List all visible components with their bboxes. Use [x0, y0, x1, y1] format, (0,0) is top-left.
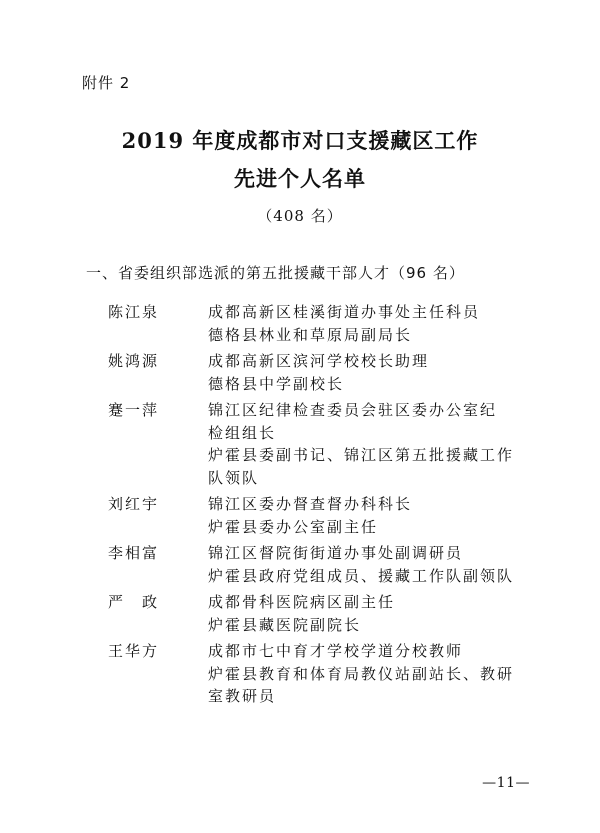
position-line: 炉霍县藏医院副院长: [208, 615, 362, 634]
person-name: 蹇一萍: [108, 401, 160, 419]
position-line: 成都高新区滨河学校校长助理: [208, 352, 430, 370]
position-line: 锦江区纪律检查委员会驻区委办公室纪: [208, 401, 498, 419]
list-item: [108, 350, 528, 395]
section-heading: 一、省委组织部选派的第五批援藏干部人才（96 名）: [86, 264, 465, 282]
person-positions: [208, 301, 528, 346]
document-title-line-2: 先进个人名单: [234, 166, 366, 191]
person-name: 王华方: [108, 642, 160, 660]
honoree-list: [108, 301, 528, 712]
list-item: [108, 640, 528, 708]
list-item: [108, 542, 528, 587]
person-positions: [208, 350, 528, 395]
person-positions: [208, 591, 528, 636]
page-number: —11—: [482, 775, 530, 791]
person-positions: [208, 493, 528, 538]
list-item: [108, 591, 528, 636]
position-line: 成都高新区桂溪街道办事处主任科员: [208, 303, 481, 321]
person-positions: [208, 542, 528, 587]
position-line: 炉霍县委办公室副主任: [208, 517, 379, 536]
position-line: 检组组长: [208, 423, 277, 442]
person-name: 刘红宇: [108, 495, 160, 513]
position-line: 成都骨科医院病区副主任: [208, 593, 396, 611]
position-line: 成都市七中育才学校学道分校教师: [208, 642, 464, 660]
person-positions: [208, 640, 528, 708]
list-item: [108, 493, 528, 538]
position-line: 炉霍县委副书记、锦江区第五批援藏工作: [208, 446, 515, 464]
position-line: 锦江区督院街街道办事处副调研员: [208, 544, 464, 562]
total-count: （408 名）: [257, 207, 343, 225]
document-title-line-1: 2019 年度成都市对口支援藏区工作: [121, 128, 479, 153]
list-item: [108, 301, 528, 346]
position-line: 炉霍县政府党组成员、援藏工作队副领队: [208, 566, 515, 585]
list-item: [108, 399, 528, 489]
position-line: 炉霍县教育和体育局教仪站副站长、教研: [208, 664, 515, 683]
position-line: 德格县林业和草原局副局长: [208, 325, 413, 344]
attachment-label: 附件 2: [82, 74, 131, 92]
person-name: 姚鸿源: [108, 352, 160, 370]
person-positions: [208, 399, 528, 489]
position-line: 锦江区委办督查督办科科长: [208, 495, 413, 513]
position-line: 德格县中学副校长: [208, 374, 345, 393]
person-name: 严 政: [108, 593, 160, 611]
person-name: 陈江泉: [108, 303, 160, 321]
position-line: 队领队: [208, 468, 260, 487]
person-name: 李相富: [108, 544, 160, 562]
position-line: 室教研员: [208, 687, 277, 705]
